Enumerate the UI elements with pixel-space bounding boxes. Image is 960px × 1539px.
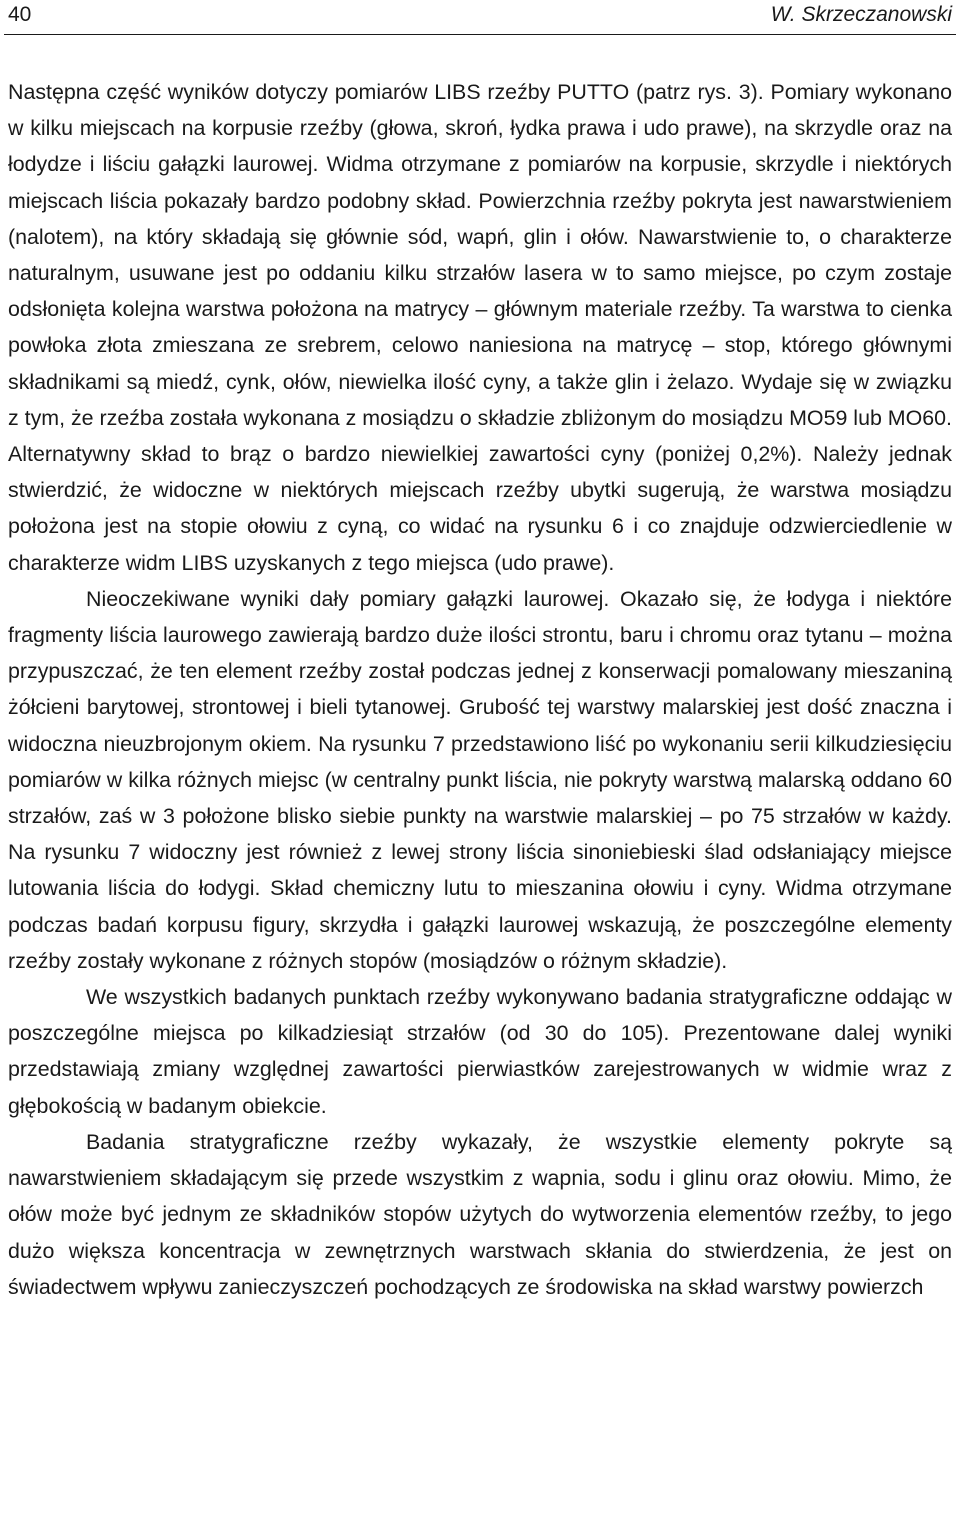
paragraph-laurel-branch: Nieoczekiwane wyniki dały pomiary gałązki laurowej. Okazało się, że łodyga i niektóre fragmenty liścia laurowego zawierają bardzo duże ilości strontu, baru i chromu oraz tytanu – można przypuszczać, że ten element rzeźby został podczas jednej z konserwacji pomalowany mieszaniną żółcieni barytowej, strontowej i bieli tytanowej. Grubość tej warstwy malarskiej jest dość znaczna i widoczna nieuzbrojonym okiem. Na rysunku 7 przedstawiono liść po wykonaniu serii kilkudziesięciu pomiarów w kilka różnych miejsc (w centralny punkt liścia, nie pokryty warstwą malarską oddano 60 strzałów, zaś w 3 położone blisko siebie punkty na warstwie malarskiej – po 75 strzałów w każdy. Na rysunku 7 widoczny jest również z lewej strony liścia sinoniebieski ślad odsłaniający miejsce lutowania liścia do łodygi. Skład chemiczny lutu to mieszanina ołowiu i cyny. Widma otrzymane podczas badań korpusu figury, skrzydła i gałązki laurowej wskazują, że poszczególne elementy rzeźby zostały wykonane z różnych stopów (mosiądzów o różnym składzie).: [8, 586, 952, 973]
page-header: [0, 0, 960, 36]
paragraph-libs-putto: Następna część wyników dotyczy pomiarów LIBS rzeźby PUTTO (patrz rys. 3). Pomiary wykonano w kilku miejscach na korpusie rzeźby (głowa, skroń, łydka prawa i udo prawe), na skrzydle oraz na łodydze i liściu gałązki laurowej. Widma otrzymane z pomiarów na korpusie, skrzydle i niektórych miejscach liścia pokazały bardzo podobny skład. Powierzchnia rzeźby pokryta jest nawarstwieniem (nalotem), na który składają się głównie sód, wapń, glin i ołów. Nawarstwienie to, o charakterze naturalnym, usuwane jest po oddaniu kilku strzałów lasera w to samo miejsce, po czym zostaje odsłonięta kolejna warstwa położona na matrycy – głównym materiale rzeźby. Ta warstwa to cienka powłoka złota zmieszana ze srebrem, celowo naniesiona na matrycę – stop, którego głównymi składnikami są miedź, cynk, ołów, niewielka ilość cyny, a także glin i żelazo. Wydaje się w związku z tym, że rzeźba została wykonana z mosiądzu o składzie zbliżonym do mosiądzu MO59 lub MO60. Alternatywny skład to brąz o bardzo niewielkiej zawartości cyny (poniżej 0,2%). Należy jednak stwierdzić, że widoczne w niektórych miejscach rzeźby ubytki sugerują, że warstwa mosiądzu położona jest na stopie ołowiu z cyną, co widać na rysunku 6 i co znajduje odzwierciedlenie w charakterze widm LIBS uzyskanych z tego miejsca (udo prawe).: [8, 80, 952, 575]
page-number: 40: [8, 3, 32, 26]
body-text: [8, 74, 952, 1305]
running-head-author: W. Skrzeczanowski: [770, 3, 952, 26]
header-rule: [4, 34, 956, 35]
paragraph-stratigraphy-method: We wszystkich badanych punktach rzeźby wykonywano badania stratygraficzne oddając w poszczególne miejsca po kilkadziesiąt strzałów (od 30 do 105). Prezentowane dalej wyniki przedstawiają zmiany względnej zawartości pierwiastków zarejestrowanych w widmie wraz z głębokością w badanym obiekcie.: [8, 985, 952, 1118]
paragraph-stratigraphy-results: Badania stratygraficzne rzeźby wykazały, że wszystkie elementy pokryte są nawarstwieniem składającym się przede wszystkim z wapnia, sodu i glinu oraz ołowiu. Mimo, że ołów może być jednym ze składników stopów użytych do wytworzenia elementów rzeźby, to jego dużo większa koncentracja w zewnętrznych warstwach skłania do stwierdzenia, że jest on świadectwem wpływu zanieczyszczeń pochodzących ze środowiska na skład warstwy powierzch: [8, 1129, 952, 1299]
